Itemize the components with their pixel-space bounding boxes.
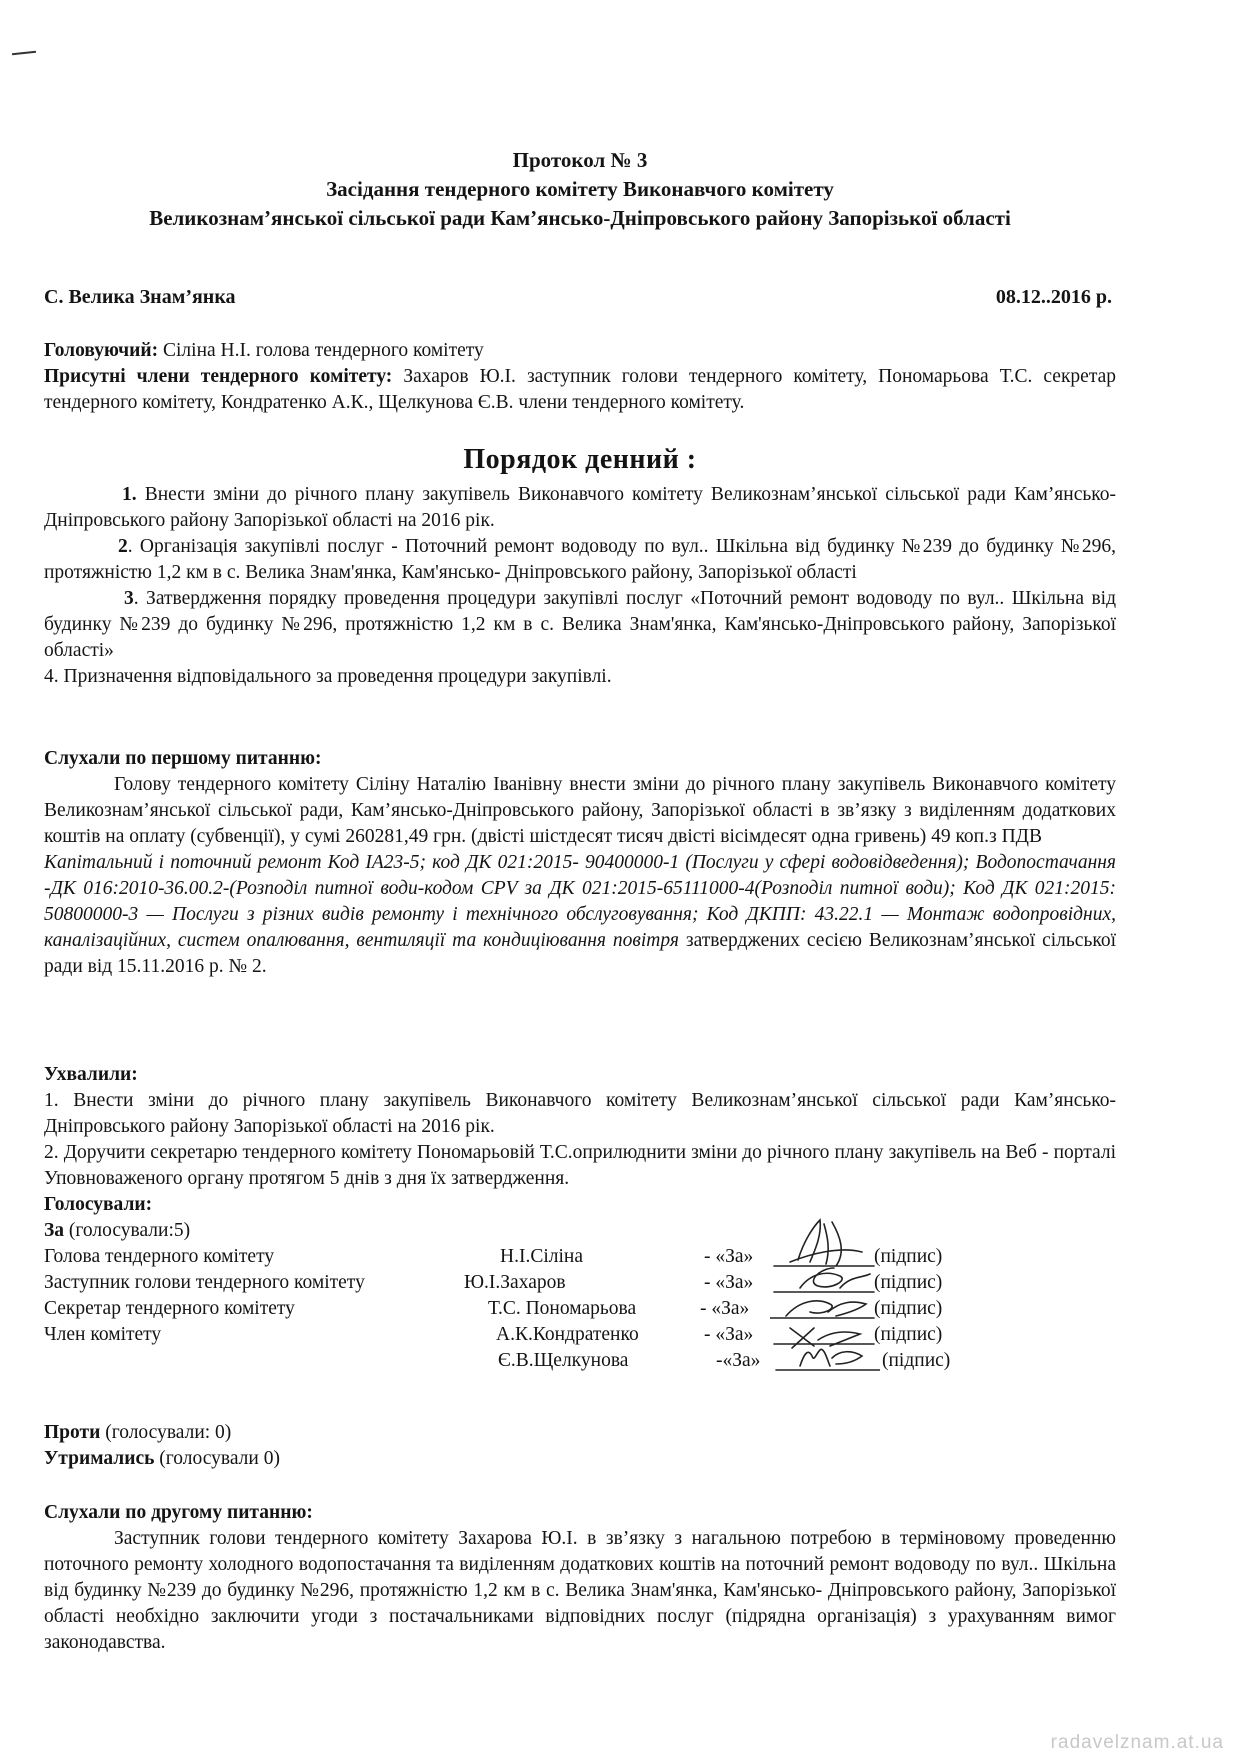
for-count: (голосували:5): [64, 1220, 191, 1241]
first-question-codes: [44, 850, 1116, 980]
for-line: [44, 1218, 1116, 1244]
against-count: (голосували: 0): [100, 1422, 232, 1443]
signature-silina: [790, 1220, 862, 1266]
codes-italic: Капітальний і поточний ремонт Код ІА23-5; код ДК 021:2015- 90400000-1 (Послуги у сфері водовідведення); Водопостачання -ДК 016:2010-36.00.2-(Розподіл питної води-кодом CPV за ДК 021:2015-65111000-4(Розподіл питної води); Код ДК 021:2015: 50800000-3 — Послуги з різних видів ремонту і технічного обслуговування; Код ДКПП: 43.22.1 — Монтаж водопровідних, каналізаційних, систем опалювання, вентиляції та кондиціювання повітря: [44, 852, 1116, 951]
agenda-item-1-num: 1.: [122, 484, 137, 505]
vote-name: Ю.І.Захаров: [464, 1272, 566, 1293]
second-question-heading: Слухали по другому питанню:: [44, 1502, 313, 1523]
vote-role: Член комітету: [44, 1324, 162, 1345]
codes-tail: затверджених сесією Великознам’янської сільської ради від 15.11.2016 р. № 2.: [44, 930, 1116, 977]
site-watermark: radavelznam.at.ua: [1050, 1732, 1224, 1753]
title-line-1: Протокол № 3: [512, 148, 648, 172]
chair-label: Головуючий:: [44, 340, 159, 361]
scan-edge-mark: [12, 51, 36, 55]
voting-heading-block: [44, 1192, 1116, 1244]
title-line-3: Великознам’янської сільської ради Кам’янсько-Дніпровського району Запорізької області: [149, 206, 1011, 230]
vote-sign-caption: (підпис): [874, 1298, 943, 1319]
agenda-item-1-text: Внести зміни до річного плану закупівель Виконавчого комітету Великознам’янської сільської ради Кам’янсько- Дніпровського району Запорізької області на 2016 рік.: [44, 484, 1116, 531]
agenda-item-3-num: 3: [124, 588, 134, 609]
second-question-para: Заступник голови тендерного комітету Захарова Ю.І. в зв’язку з нагальною потребою в терміновому проведенню поточного ремонту холодного водопостачання та виділенням додаткових коштів на поточний ремонт водоводу по вул.. Шкільна від будинку №239 до будинку №296, протяжністю 1,2 км в с. Велика Знам'янка, Кам'янсько- Дніпровського району, Запорізької області необхідно заключити угоди з постачальниками відповідних послуг (підрядна організація) з урахуванням вимог законодавства.: [44, 1528, 1116, 1653]
first-question-para: Голову тендерного комітету Сіліну Наталію Іванівну внести зміни до річного плану закупівель Виконавчого комітету Великознам’янської сільської ради, Кам’янсько-Дніпровського району, Запорізької області в зв’язку з виділенням додаткових коштів на оплату (субвенції), у сумі 260281,49 грн. (двісті шістдесят тисяч двісті вісімдесят одна гривень) 49 коп.з ПДВ: [44, 774, 1116, 847]
agenda-item-3-text: . Затвердження порядку проведення процедури закупівлі послуг «Поточний ремонт водоводу по вул.. Шкільна від будинку №239 до будинку №296, протяжністю 1,2 км в с. Велика Знам'янка, Кам'янсько-Дніпровського району, Запорізької області»: [44, 588, 1116, 661]
voting-heading: Голосували:: [44, 1194, 153, 1215]
agenda-item-3: [44, 586, 1116, 664]
resolved-heading: Ухвалили:: [44, 1064, 138, 1085]
agenda-item-2-num: 2: [118, 536, 128, 557]
vote-value: - «За»: [704, 1324, 754, 1345]
vote-sign-caption: (підпис): [874, 1246, 943, 1267]
second-question: [44, 1500, 1116, 1656]
vote-name: Є.В.Щелкунова: [498, 1350, 629, 1371]
vote-sign-caption: (підпис): [874, 1272, 943, 1293]
signatures-column: [770, 1216, 880, 1374]
agenda-item-1: [44, 482, 1116, 534]
against-line: [44, 1420, 1116, 1446]
for-label: За: [44, 1220, 65, 1241]
protocol-title: [44, 146, 1116, 233]
against-abstain: [44, 1420, 1116, 1472]
vote-role: Голова тендерного комітету: [44, 1246, 275, 1267]
vote-value: - «За»: [700, 1298, 750, 1319]
signature-kondratenko: [790, 1328, 860, 1348]
abstain-label: Утримались: [44, 1448, 155, 1469]
title-line-2: Засідання тендерного комітету Виконавчого комітету: [326, 177, 834, 201]
first-question-heading: Слухали по першому питанню:: [44, 748, 322, 769]
agenda-title: Порядок денний :: [463, 444, 697, 475]
chair-line: [44, 338, 1116, 364]
chair-text: Сіліна Н.І. голова тендерного комітету: [158, 340, 484, 361]
place: С. Велика Знам’янка: [44, 286, 236, 308]
vote-role: Заступник голови тендерного комітету: [44, 1272, 365, 1293]
vote-value: - «За»: [704, 1272, 754, 1293]
members-label: Присутні члени тендерного комітету:: [44, 366, 393, 387]
signature-ponomarova: [786, 1301, 866, 1316]
attendance: [44, 338, 1116, 416]
members-text: Захаров Ю.І. заступник голови тендерного комітету, Пономарьова Т.С. секретар тендерного комітету, Кондратенко А.К., Щелкунова Є.В. члени тендерного комітету.: [44, 366, 1116, 413]
vote-value: - «За»: [704, 1246, 754, 1267]
vote-name: А.К.Кондратенко: [496, 1324, 639, 1345]
vote-value: -«За»: [716, 1350, 761, 1371]
first-question: [44, 746, 1116, 980]
signature-zakharov: [800, 1268, 870, 1288]
signature-shchelkunova: [800, 1349, 862, 1366]
agenda-item-2: [44, 534, 1116, 586]
vote-sign-caption: (підпис): [874, 1324, 943, 1345]
agenda-list: [44, 482, 1116, 690]
date: 08.12..2016 р.: [995, 286, 1112, 308]
against-label: Проти: [44, 1422, 101, 1443]
agenda-item-4: 4. Призначення відповідального за проведення процедури закупівлі.: [44, 666, 612, 687]
vote-name: Т.С. Пономарьова: [488, 1298, 637, 1319]
vote-sign-caption: (підпис): [882, 1350, 951, 1371]
members-line: [44, 364, 1116, 416]
abstain-line: [44, 1446, 1116, 1472]
abstain-count: (голосували 0): [154, 1448, 280, 1469]
vote-role: Секретар тендерного комітету: [44, 1298, 295, 1319]
agenda-item-2-text: . Організація закупівлі послуг - Поточний ремонт водоводу по вул.. Шкільна від будинку №239 до будинку №296, протяжністю 1,2 км в с. Велика Знам'янка, Кам'янсько- Дніпровського району, Запорізької області: [44, 536, 1116, 583]
resolved: [44, 1062, 1116, 1192]
vote-name: Н.І.Сіліна: [500, 1246, 583, 1267]
resolved-item-1: 1. Внести зміни до річного плану закупівель Виконавчого комітету Великознам’янської сільської ради Кам’янсько-Дніпровського району Запорізької області на 2016 рік.: [44, 1090, 1116, 1137]
resolved-item-2: 2. Доручити секретарю тендерного комітету Пономарьовій Т.С.оприлюднити зміни до річного плану закупівель на Веб - порталі Уповноваженого органу протягом 5 днів з дня їх затвердження.: [44, 1142, 1116, 1189]
